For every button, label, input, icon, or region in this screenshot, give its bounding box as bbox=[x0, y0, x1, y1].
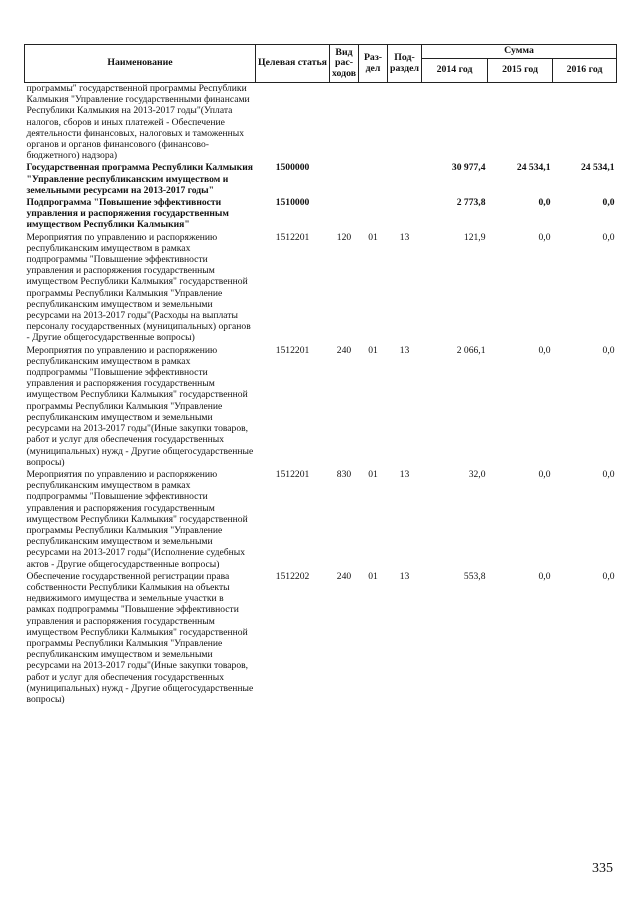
row-target: 1512202 bbox=[275, 570, 310, 582]
row-2016: 0,0 bbox=[602, 570, 615, 582]
row-2015: 0,0 bbox=[538, 197, 551, 209]
row-2016: 0,0 bbox=[602, 344, 615, 356]
row-2014: 30 977,4 bbox=[451, 162, 486, 174]
row-2015: 0,0 bbox=[538, 468, 551, 480]
row-2015: 0,0 bbox=[538, 231, 551, 243]
row-2016: 0,0 bbox=[602, 468, 615, 480]
row-name: Обеспечение государственной регистрации права собственности Республики Калмыкия на объекты недвижимого имущества и земельные участки в рамках подпрограммы "Повышение эффективности управления и распоряжения государственным имуществом Республики Калмыкия" государственной программы Республики Калмыкия "Управление республиканским имуществом и земельными ресурсами на 2013-2017 годы"(Иные закупки товаров, работ и услуг для обеспечения государственных (муниципальных) нужд - Другие общегосударственные вопросы) bbox=[26, 570, 254, 705]
row-section: 01 bbox=[368, 468, 378, 480]
row-name: Государственная программа Республики Калмыкия "Управление республиканским имуществом и земельными ресурсами на 2013-2017 годы" bbox=[26, 162, 253, 196]
row-target: 1512201 bbox=[275, 344, 310, 356]
row-subsection: 13 bbox=[399, 570, 410, 582]
row-2015: 0,0 bbox=[538, 570, 551, 582]
row-type bbox=[330, 83, 359, 163]
row-section: 01 bbox=[368, 231, 378, 243]
header-type: Вид рас- ходов bbox=[330, 45, 359, 83]
row-2014: 32,0 bbox=[468, 468, 486, 480]
table-row bbox=[25, 162, 617, 197]
row-2016: 24 534,1 bbox=[580, 162, 615, 174]
row-2014: 553,8 bbox=[463, 570, 486, 582]
row-type: 240 bbox=[336, 570, 352, 582]
table-row bbox=[25, 571, 617, 705]
row-name: программы" государственной программы Республики Калмыкия "Управление государственными финансами Республики Калмыкия на 2013-2017 годы"(Уплата налогов, сборов и иных платежей - Обеспечение деятельности финансовых, налоговых и таможенных органов и органов финансового (финансово-бюджетного) надзора) bbox=[26, 83, 250, 162]
table-row bbox=[25, 345, 617, 469]
row-2016 bbox=[553, 83, 617, 163]
row-type: 120 bbox=[336, 231, 352, 243]
row-section bbox=[359, 83, 388, 163]
row-name: Подпрограмма "Повышение эффективности управления и распоряжения государственным имуществом Республики Калмыкия" bbox=[26, 197, 229, 231]
row-2014: 121,9 bbox=[463, 231, 486, 243]
row-subsection: 13 bbox=[399, 344, 410, 356]
page-number: 335 bbox=[592, 861, 613, 876]
row-subsection bbox=[388, 197, 422, 232]
header-name: Наименование bbox=[25, 45, 256, 83]
row-2016: 0,0 bbox=[602, 231, 615, 243]
table-row bbox=[25, 469, 617, 571]
row-type: 240 bbox=[336, 344, 352, 356]
header-2016: 2016 год bbox=[553, 59, 617, 83]
table-row bbox=[25, 83, 617, 163]
table-body bbox=[25, 83, 617, 706]
row-target bbox=[256, 83, 330, 163]
budget-table-container bbox=[24, 44, 616, 705]
row-section bbox=[359, 197, 388, 232]
row-name: Мероприятия по управлению и распоряжению республиканским имуществом в рамках подпрограммы "Повышение эффективности управления и распоряжения государственным имуществом Республики Калмыкия" государственной программы Республики Калмыкия "Управление республиканским имуществом и земельными ресурсами на 2013-2017 годы"(Расходы на выплаты персоналу государственных (муниципальных) органов - Другие общегосударственные вопросы) bbox=[26, 231, 251, 344]
row-subsection bbox=[388, 162, 422, 197]
table-row bbox=[25, 197, 617, 232]
row-subsection: 13 bbox=[399, 468, 410, 480]
table-header bbox=[25, 45, 617, 83]
row-target: 1512201 bbox=[275, 231, 310, 243]
row-2015: 24 534,1 bbox=[516, 162, 551, 174]
header-2015: 2015 год bbox=[488, 59, 553, 83]
row-2016: 0,0 bbox=[602, 197, 615, 209]
header-subsection: Под- раздел bbox=[388, 45, 422, 83]
row-subsection bbox=[388, 83, 422, 163]
row-type bbox=[330, 197, 359, 232]
row-section bbox=[359, 162, 388, 197]
row-target: 1510000 bbox=[275, 197, 310, 209]
header-sum: Сумма bbox=[422, 45, 617, 59]
row-2015 bbox=[488, 83, 553, 163]
row-2014: 2 773,8 bbox=[456, 197, 486, 209]
row-2014: 2 066,1 bbox=[456, 344, 486, 356]
row-name: Мероприятия по управлению и распоряжению республиканским имуществом в рамках подпрограммы "Повышение эффективности управления и распоряжения государственным имуществом Республики Калмыкия" государственной программы Республики Калмыкия "Управление республиканским имуществом и земельными ресурсами на 2013-2017 годы"(Исполнение судебных актов - Другие общегосударственные вопросы) bbox=[26, 468, 248, 570]
row-name: Мероприятия по управлению и распоряжению республиканским имуществом в рамках подпрограммы "Повышение эффективности управления и распоряжения государственным имуществом Республики Калмыкия" государственной программы Республики Калмыкия "Управление республиканским имуществом и земельными ресурсами на 2013-2017 годы"(Иные закупки товаров, работ и услуг для обеспечения государственных (муниципальных) нужд - Другие общегосударственные вопросы) bbox=[26, 344, 254, 468]
row-section: 01 bbox=[368, 570, 378, 582]
header-section: Раз- дел bbox=[359, 45, 388, 83]
table-row bbox=[25, 232, 617, 345]
row-target: 1512201 bbox=[275, 468, 310, 480]
budget-table bbox=[24, 44, 617, 705]
row-target: 1500000 bbox=[275, 162, 310, 174]
row-2014 bbox=[422, 83, 488, 163]
row-section: 01 bbox=[368, 344, 378, 356]
row-type: 830 bbox=[336, 468, 352, 480]
header-2014: 2014 год bbox=[422, 59, 488, 83]
row-subsection: 13 bbox=[399, 231, 410, 243]
row-2015: 0,0 bbox=[538, 344, 551, 356]
header-target: Целевая статья bbox=[256, 45, 330, 83]
row-type bbox=[330, 162, 359, 197]
